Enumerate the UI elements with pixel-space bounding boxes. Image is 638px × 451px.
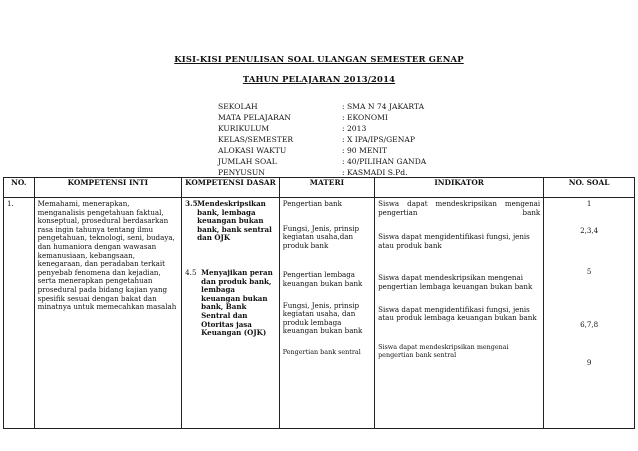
kisi-kisi-table [3, 177, 635, 429]
meta-value: : 40/PILIHAN GANDA [342, 157, 427, 166]
cell-kompetensi-inti: Memahami, menerapkan, menganalisis pengetahuan faktual, konseptual, prosedural berdasarkan rasa ingin tahunya tentang ilmu pengetahuan, teknologi, seni, budaya, dan humaniora dengan wawasan kemanusiaan, kebangsaan, kenegaraan, dan peradaban terkait penyebab fenomena dan kejadian, serta menerapkan pengetahuan prosedural pada bidang kajian yang spesifik sesuai dengan bakat dan minatnya untuk memecahkan masalah [34, 198, 182, 429]
materi-item: Pengertian bank [282, 199, 342, 208]
indikator-item: Siswa dapat mendeskripsikan mengenai pengertian bank [378, 199, 541, 217]
materi-item: Fungsi, Jenis, prinsip kegiatan usaha,dan produk bank [282, 223, 360, 250]
table-row [4, 198, 635, 429]
indikator-item: Siswa dapat mendeskripsikan mengenai pengertian bank sentral [378, 342, 509, 360]
materi-item: Pengertian lembaga keuangan bukan bank [282, 270, 363, 288]
cell-materi [279, 198, 374, 429]
meta-value: : 90 MENIT [342, 146, 388, 155]
materi-item: Pengertian bank sentral [282, 347, 361, 356]
soal-number: 1 [586, 199, 592, 208]
meta-label: MATA PELAJARAN [218, 113, 291, 122]
meta-row-alokasi [218, 145, 426, 156]
meta-value: : KASMADI S.Pd. [342, 168, 408, 177]
meta-value: : SMA N 74 JAKARTA [342, 102, 425, 111]
meta-row-kelas [218, 134, 426, 145]
header-kompetensi-dasar: KOMPETENSI DASAR [182, 178, 280, 198]
kd-number: 3.5 [185, 199, 198, 208]
meta-value: : 2013 [342, 124, 367, 133]
meta-row-jumlah [218, 156, 426, 167]
meta-value: : X IPA/IPS/GENAP [342, 135, 415, 144]
indikator-item: Siswa dapat mengidentifikasi fungsi, jenis atau produk lembaga keuangan bukan bank [378, 304, 537, 323]
kd-number: 4.5 [185, 267, 197, 277]
header-no: NO. [4, 178, 35, 198]
meta-label: SEKOLAH [218, 102, 258, 111]
meta-label: ALOKASI WAKTU [218, 146, 287, 155]
header-materi: MATERI [279, 178, 374, 198]
meta-row-sekolah [218, 101, 426, 112]
kd-item-3-5 [185, 200, 276, 243]
header-indikator: INDIKATOR [375, 178, 544, 198]
document-title: KISI-KISI PENULISAN SOAL ULANGAN SEMESTER GENAP [174, 54, 464, 64]
identity-block [218, 101, 426, 178]
kd-text: Mendeskripsikan bank, lembaga keuangan bukan bank, bank sentral dan OJK [197, 199, 272, 243]
meta-label: PENYUSUN [218, 168, 265, 177]
soal-number: 2,3,4 [580, 225, 599, 235]
cell-no-soal [544, 198, 635, 429]
soal-number: 5 [586, 267, 592, 277]
meta-row-mapel [218, 112, 426, 123]
header-no-soal: NO. SOAL [544, 178, 635, 198]
meta-row-kurikulum [218, 123, 426, 134]
meta-label: KURIKULUM [218, 124, 270, 133]
meta-value: : EKONOMI [342, 113, 388, 122]
meta-label: KELAS/SEMESTER [218, 135, 294, 144]
soal-number: 9 [586, 358, 592, 368]
cell-no: 1. [4, 198, 35, 429]
cell-kompetensi-dasar [182, 198, 280, 429]
kd-text: Menyajikan peran dan produk bank, lembaga keuangan bukan bank, Bank Sentral dan Otoritas jasa Keuangan (OJK) [201, 267, 273, 338]
header-kompetensi-inti: KOMPETENSI INTI [34, 178, 182, 198]
document-subtitle: TAHUN PELAJARAN 2013/2014 [242, 74, 396, 84]
table-header-row [4, 178, 635, 198]
materi-item: Fungsi, Jenis, prinsip kegiatan usaha, dan produk lembaga keuangan bukan bank [282, 300, 363, 336]
soal-number: 6,7,8 [580, 319, 599, 329]
kd-item-4-5 [185, 269, 276, 338]
meta-label: JUMLAH SOAL [218, 157, 277, 166]
cell-indikator [375, 198, 544, 429]
indikator-item: Siswa dapat mengidentifikasi fungsi, jenis atau produk bank [378, 232, 530, 250]
indikator-item: Siswa dapat mendeskripsikan mengenai pengertian lembaga keuangan bukan bank [378, 273, 533, 291]
